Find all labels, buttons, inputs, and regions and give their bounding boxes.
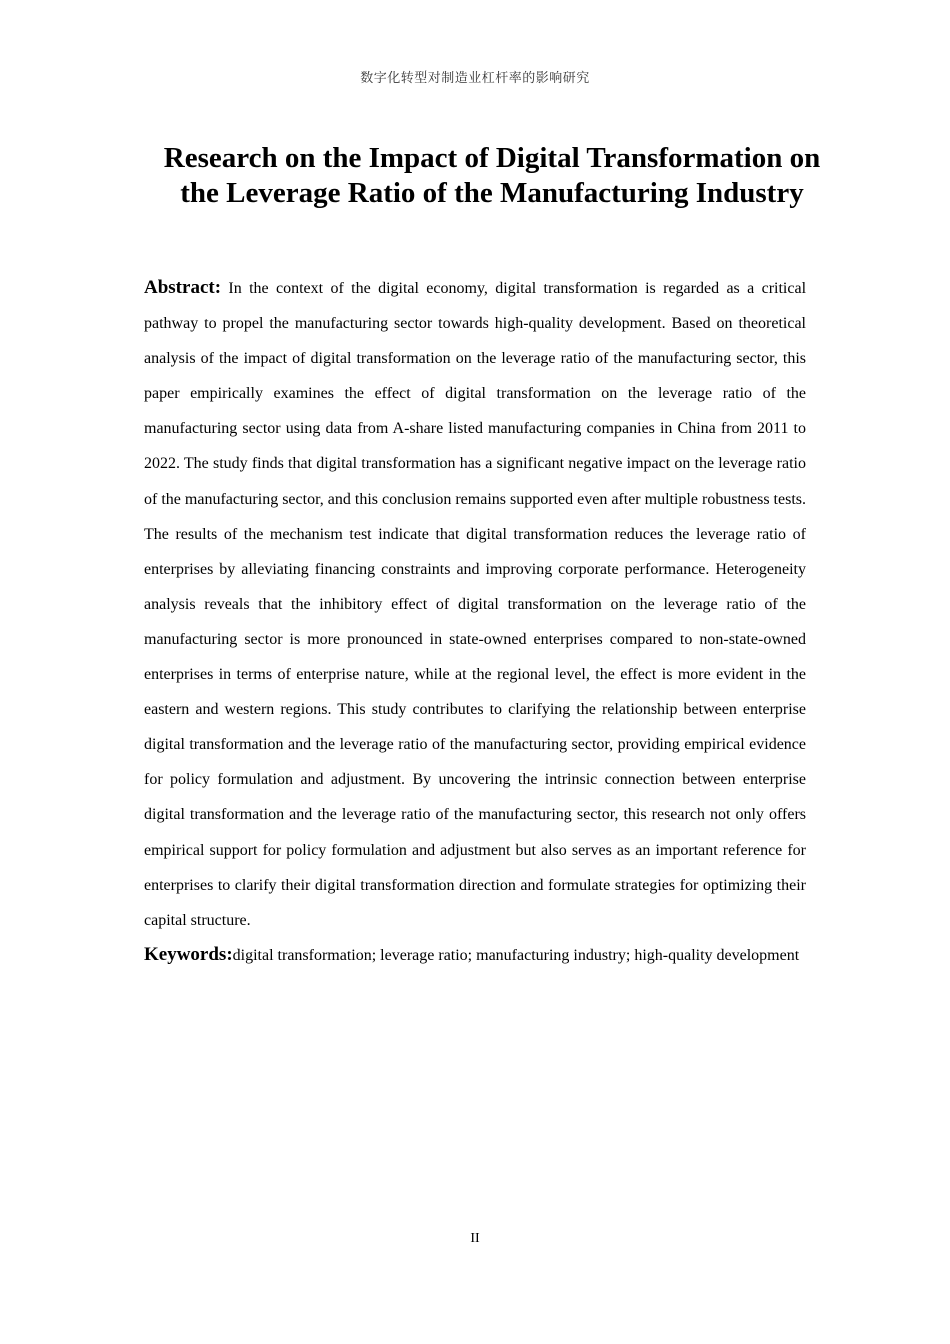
abstract-text: In the context of the digital economy, digital transformation is regarded as a critical pathway to propel the manufacturing sector towards high-quality development. Based on theoretical analysis of the impact of digital transformation on the leverage ratio of the manufacturing sector, this paper empirically examines the effect of digital transformation on the leverage ratio of the manufacturing sector using data from A-share listed manufacturing companies in China from 2011 to 2022. The study finds that digital transformation has a significant negative impact on the leverage ratio of the manufacturing sector, and this conclusion remains supported even after multiple robustness tests. The results of the mechanism test indicate that digital transformation reduces the leverage ratio of enterprises by alleviating financing constraints and improving corporate performance. Heterogeneity analysis reveals that the inhibitory effect of digital transformation on the leverage ratio of the manufacturing sector is more pronounced in state-owned enterprises compared to non-state-owned enterprises in terms of enterprise nature, while at the regional level, the effect is more evident in the eastern and western regions. This study contributes to clarifying the relationship between enterprise digital transformation and the leverage ratio of the manufacturing sector, providing empirical evidence for policy formulation and adjustment. By uncovering the intrinsic connection between enterprise digital transformation and the leverage ratio of the manufacturing sector, this research not only offers empirical support for policy formulation and adjustment but also serves as an important reference for enterprises to clarify their digital transformation direction and formulate strategies for optimizing their capital structure. bbox=[144, 280, 807, 929]
running-header: 数字化转型对制造业杠杆率的影响研究 bbox=[360, 71, 590, 86]
paper-title: Research on the Impact of Digital Transformation on the Leverage Ratio of the Manufacturing Industry bbox=[163, 142, 821, 209]
keywords-label: Keywords: bbox=[144, 944, 233, 965]
page-number: II bbox=[470, 1231, 480, 1246]
abstract-paragraph bbox=[144, 270, 806, 938]
abstract-label: Abstract: bbox=[144, 277, 222, 298]
keywords-paragraph bbox=[144, 937, 806, 973]
keywords-text: digital transformation; leverage ratio; manufacturing industry; high-quality development bbox=[232, 947, 800, 964]
